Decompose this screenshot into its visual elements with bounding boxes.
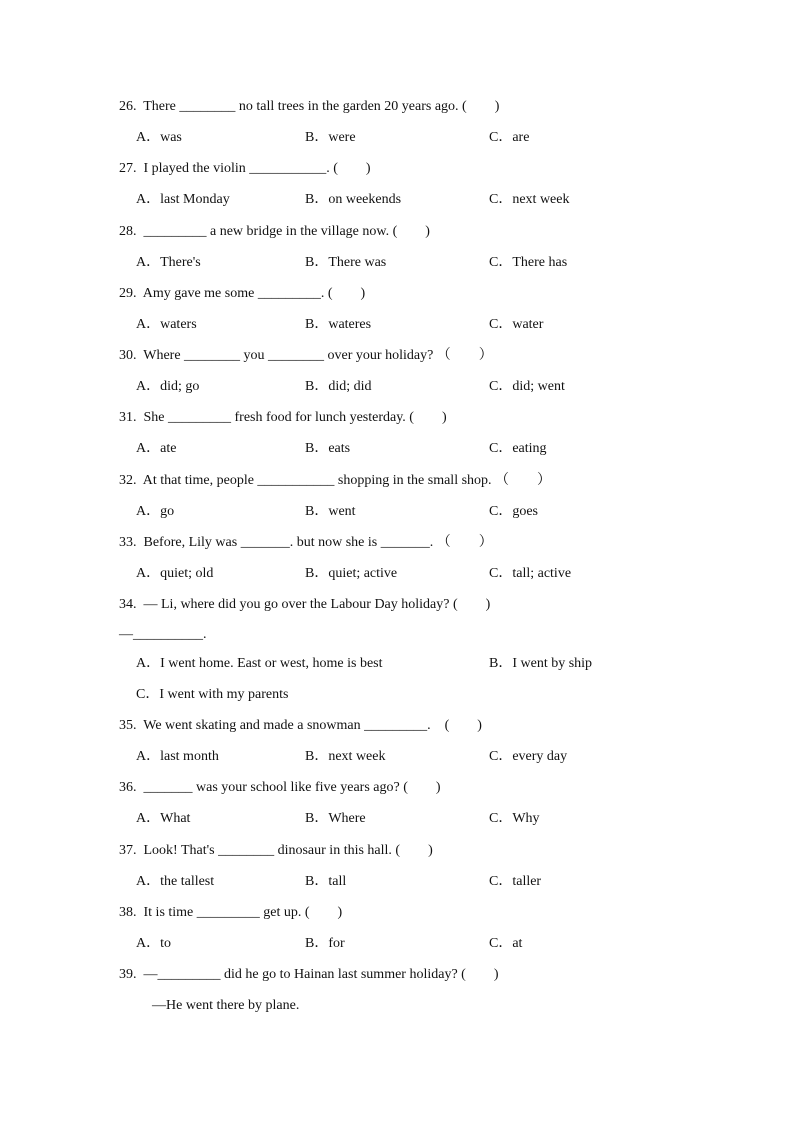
option-b[interactable]: B．went [305,504,356,519]
question-text: Before, Lily was _______. but now she is _______. （ ） [143,535,493,550]
option-a[interactable]: A．There's [136,255,201,270]
option-b[interactable]: B．I went by ship [489,656,593,671]
question-number: 33. [119,535,137,550]
question-text: — Li, where did you go over the Labour Day holiday? ( ) [143,597,491,612]
option-c[interactable]: C．did; went [489,379,565,394]
option-a[interactable]: A．waters [136,317,197,332]
option-c[interactable]: C．There has [489,255,568,270]
question-number: 38. [119,905,137,920]
question-34-answer-line: —__________. [119,627,207,642]
question-number: 30. [119,348,137,363]
option-b[interactable]: B．wateres [305,317,372,332]
question-number: 32. [119,473,137,488]
option-a[interactable]: A．was [136,130,182,145]
option-c[interactable]: C．next week [489,192,570,207]
option-a[interactable]: A．to [136,936,171,951]
question-number: 29. [119,286,137,301]
option-b[interactable]: B．were [305,130,356,145]
option-c[interactable]: C．I went with my parents [136,687,289,702]
question-text: Where ________ you ________ over your holiday? （ ） [143,348,493,363]
question-number: 35. [119,718,137,733]
question-38 [119,904,342,922]
option-a[interactable]: A．did; go [136,379,200,394]
option-c[interactable]: C．Why [489,811,540,826]
question-text: Look! That's ________ dinosaur in this hall. ( ) [143,843,433,858]
question-35 [119,717,482,735]
question-number: 37. [119,843,137,858]
option-c[interactable]: C．eating [489,441,547,456]
question-33 [119,534,493,552]
option-b[interactable]: B．tall [305,874,347,889]
question-text: Amy gave me some _________. ( ) [142,286,366,301]
question-36 [119,779,441,797]
question-text: She _________ fresh food for lunch yesterday. ( ) [143,410,447,425]
question-29 [119,285,365,303]
question-number: 36. [119,780,137,795]
option-a[interactable]: A．last Monday [136,192,230,207]
question-28 [119,223,430,241]
option-b[interactable]: B．did; did [305,379,372,394]
option-b[interactable]: B．next week [305,749,386,764]
option-a[interactable]: A．ate [136,441,177,456]
question-text: At that time, people ___________ shopping in the small shop. （ ） [142,473,552,488]
option-a[interactable]: A．last month [136,749,219,764]
question-number: 26. [119,99,137,114]
option-a[interactable]: A．What [136,811,191,826]
question-text: There ________ no tall trees in the garden 20 years ago. ( ) [143,99,500,114]
question-34 [119,596,490,614]
question-32 [119,472,551,490]
option-b[interactable]: B．for [305,936,345,951]
question-39-answer-line: —He went there by plane. [152,998,300,1013]
question-text: I played the violin ___________. ( ) [143,161,371,176]
option-c[interactable]: C．are [489,130,530,145]
question-text: —_________ did he go to Hainan last summer holiday? ( ) [143,967,499,982]
option-b[interactable]: B．Where [305,811,366,826]
option-c[interactable]: C．at [489,936,523,951]
option-c[interactable]: C．taller [489,874,542,889]
option-a[interactable]: A．go [136,504,175,519]
question-text: It is time _________ get up. ( ) [143,905,343,920]
question-number: 27. [119,161,137,176]
option-b[interactable]: B．eats [305,441,351,456]
question-37 [119,842,433,860]
question-31 [119,409,447,427]
question-number: 28. [119,224,137,239]
option-b[interactable]: B．on weekends [305,192,402,207]
question-text: We went skating and made a snowman _________. ( ) [143,718,482,733]
question-number: 39. [119,967,137,982]
option-a[interactable]: A．I went home. East or west, home is best [136,656,383,671]
question-39 [119,966,499,984]
option-c[interactable]: C．tall; active [489,566,572,581]
question-26 [119,98,499,116]
question-text: _______ was your school like five years ago? ( ) [143,780,441,795]
question-number: 34. [119,597,137,612]
option-a[interactable]: A．the tallest [136,874,215,889]
option-a[interactable]: A．quiet; old [136,566,214,581]
question-number: 31. [119,410,137,425]
option-c[interactable]: C．every day [489,749,568,764]
question-text: _________ a new bridge in the village now. ( ) [143,224,430,239]
option-c[interactable]: C．water [489,317,544,332]
option-b[interactable]: B．quiet; active [305,566,398,581]
option-b[interactable]: B．There was [305,255,387,270]
option-c[interactable]: C．goes [489,504,538,519]
question-30 [119,347,493,365]
question-27 [119,160,371,178]
